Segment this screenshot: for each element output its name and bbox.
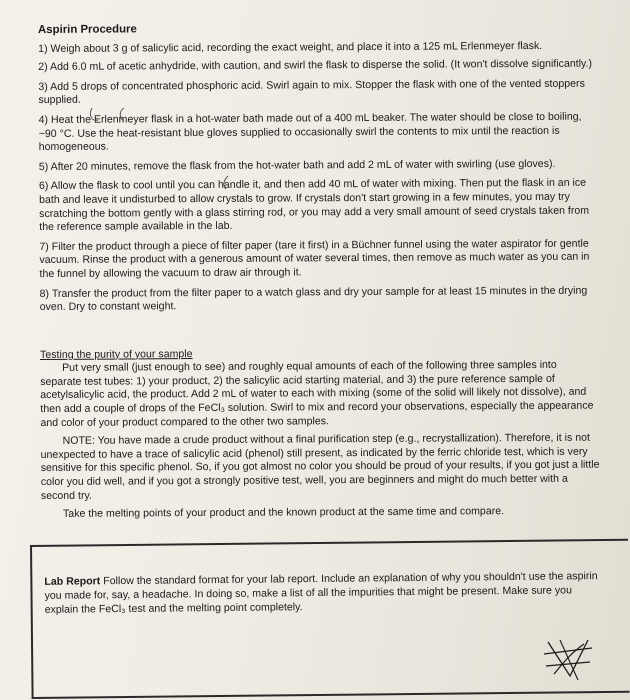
testing-note: NOTE: You have made a crude product without a final purification step (e.g., recrystallization). Therefore, it is not unexpected to have a trace of salicylic acid (phenol) still present, as indicated by the ferric chloride test, which is very sensitive for this specific phenol. So, if you got almost no color you should be proud of your results, if you got just a little color you did well, and if you got a strongly positive test, well, you are beginners and might do much better with a second try. bbox=[40, 431, 600, 502]
step-5: 5) After 20 minutes, remove the flask from the hot-water bath and add 2 mL of water with swirling (use gloves). bbox=[38, 157, 556, 173]
handwritten-signature bbox=[540, 632, 596, 684]
step-4: 4) Heat the Erlenmeyer flask in a hot-water bath made out of a 400 mL beaker. The water should be close to boiling, ~90 °C. Use the heat-resistant blue gloves supplied to occasionally swirl the contents to mix until the reaction is homogeneous. bbox=[38, 110, 582, 154]
step-7: 7) Filter the product through a piece of filter paper (tare it first) in a Büchner funnel using the water aspirator for gentle vacuum. Rinse the product with a generous amount of water several times, then remove as much water as you can in the funnel by allowing the vacuum to draw air through it. bbox=[39, 237, 590, 280]
testing-heading: Testing the purity of your sample bbox=[39, 347, 193, 361]
testing-paragraph-1: Put very small (just enough to see) and roughly equal amounts of each of the following three samples into separate test tubes: 1) your product, 2) the salicylic acid starting material, and 3) the pure reference sample of acetylsalicylic acid, the product. Add 2 mL of water to each with mixing (some of the solid will likely not dissolve), and then add a couple of drops of the FeCl₃ solution. Swirl to mix and record your observations, especially the appearance and color of your product compared to the other two samples. bbox=[40, 359, 594, 429]
lab-report-instructions: Follow the standard format for your lab report. Include an explanation of why you shouldn't use the aspirin you made for, say, a headache. In doing so, make a list of all the impurities that might be present. Make sure you explain the FeCl₃ test and the melting point completely. bbox=[44, 570, 598, 616]
procedure-title: Aspirin Procedure bbox=[38, 23, 137, 36]
step-6: 6) Allow the flask to cool until you can handle it, and then add 40 mL of water with mixing. Then put the flask in an ice bath and leave it undisturbed to allow crystals to grow. If crystals don't start growing in a few minutes, you may try scratching the bottom gently with a glass stirring rod, or you may add a very small amount of seed crystals taken from the reference sample available in the lab. bbox=[38, 176, 590, 234]
procedure-content bbox=[38, 21, 601, 527]
lab-report-text bbox=[44, 569, 604, 617]
testing-melting-point: Take the melting points of your product and the known product at the same time and compare. bbox=[62, 505, 505, 521]
step-2: 2) Add 6.0 mL of acetic anhydride, with caution, and swirl the flask to disperse the solid. (It won't dissolve significantly.) bbox=[38, 57, 593, 74]
step-1: 1) Weigh about 3 g of salicylic acid, recording the exact weight, and place it into a 125 mL Erlenmeyer flask. bbox=[38, 39, 543, 55]
step-3: 3) Add 5 drops of concentrated phosphoric acid. Swirl again to mix. Stopper the flask with one of the vented stoppers supplied. bbox=[38, 77, 585, 107]
lab-report-label: Lab Report bbox=[44, 575, 101, 588]
step-8: 8) Transfer the product from the filter paper to a watch glass and dry your sample for at least 15 minutes in the drying oven. Dry to constant weight. bbox=[39, 284, 588, 314]
